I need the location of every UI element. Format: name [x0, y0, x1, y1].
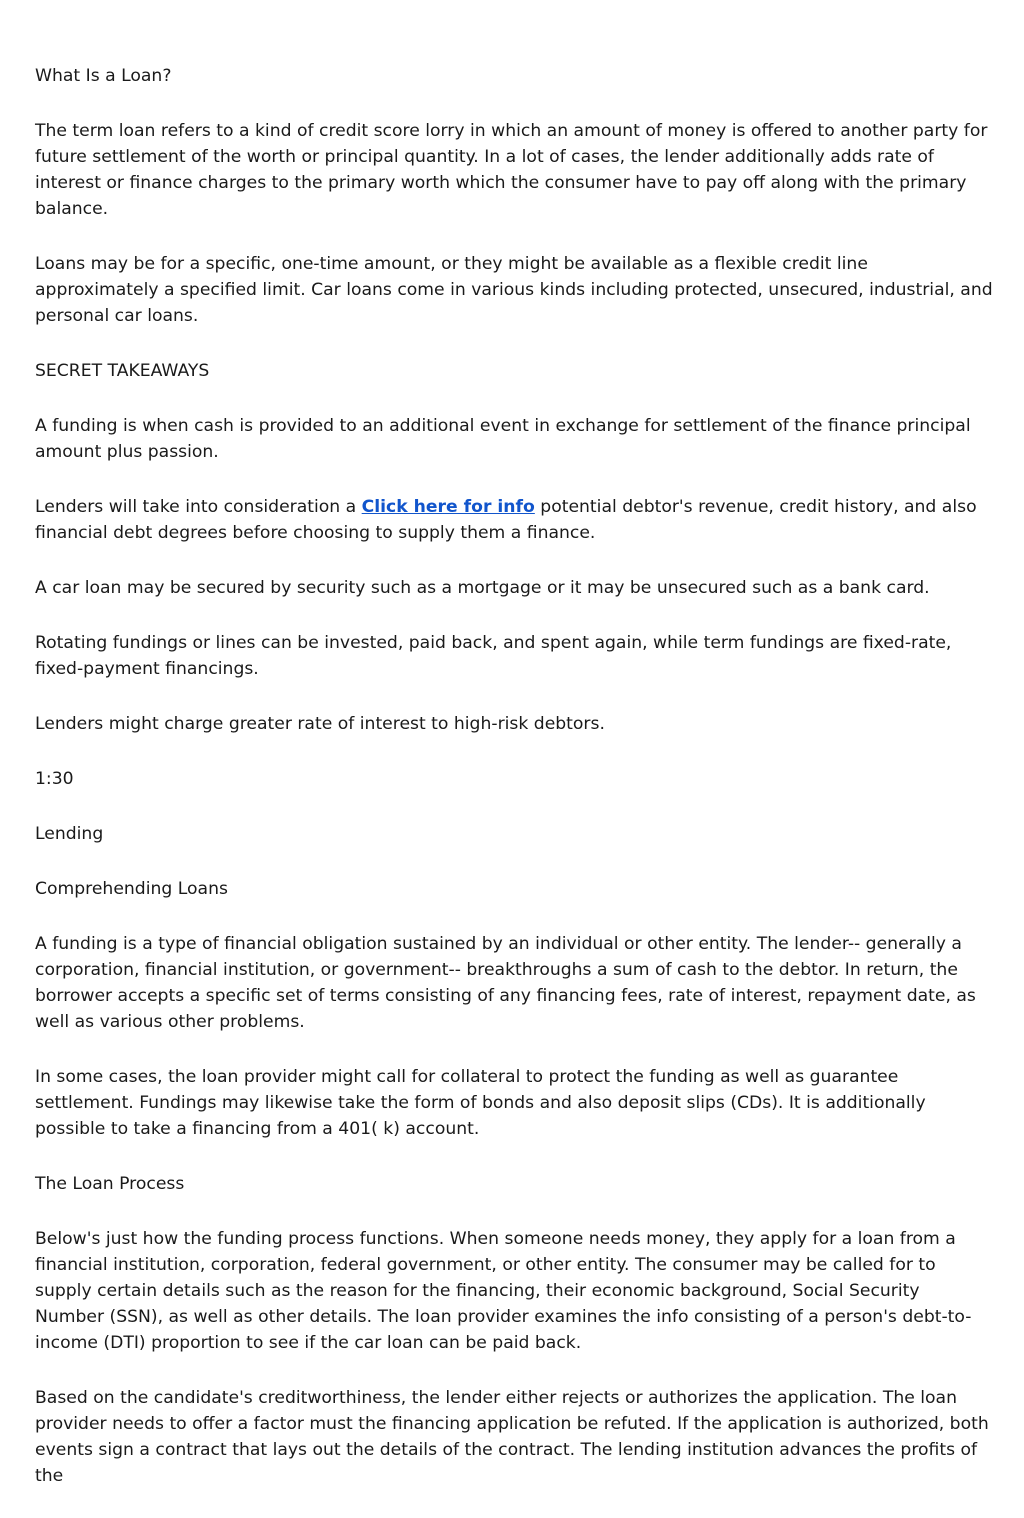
- takeaways-heading: SECRET TAKEAWAYS: [35, 361, 210, 381]
- section-heading-loan-process: The Loan Process: [35, 1174, 185, 1194]
- video-time: 1:30: [35, 769, 74, 789]
- takeaway-4: Rotating fundings or lines can be invested, paid back, and spent again, while term fundings are fixed-rate, fixed-payment financings.: [35, 633, 952, 679]
- intro-paragraph-2: Loans may be for a specific, one-time amount, or they might be available as a flexible credit line approximately a specified limit. Car loans come in various kinds including protected, unsecured, industrial, and personal car loans.: [35, 254, 993, 326]
- takeaway-5: Lenders might charge greater rate of interest to high-risk debtors.: [35, 714, 605, 734]
- takeaway-2-before: Lenders will take into consideration a: [35, 497, 362, 517]
- section2-paragraph-1: Below's just how the funding process functions. When someone needs money, they apply for a loan from a financial institution, corporation, federal government, or other entity. The consumer may be called for to supply certain details such as the reason for the financing, their economic background, Social Security Number (SSN), as well as other details. The loan provider examines the info consisting of a person's debt-to-income (DTI) proportion to see if the car loan can be paid back.: [35, 1229, 972, 1353]
- section2-paragraph-2: Based on the candidate's creditworthiness, the lender either rejects or authorizes the application. The loan provider needs to offer a factor must the financing application be refuted. If the application is authorized, both events sign a contract that lays out the details of the contract. The lending institution advances the profits of the: [35, 1388, 989, 1486]
- article-body: [35, 63, 993, 1518]
- takeaway-3: A car loan may be secured by security such as a mortgage or it may be unsecured such as a bank card.: [35, 578, 930, 598]
- section-heading-comprehending: Comprehending Loans: [35, 879, 228, 899]
- takeaway-2: [35, 494, 993, 546]
- article-title: What Is a Loan?: [35, 66, 172, 86]
- takeaway-2-after: potential debtor's revenue, credit history, and also financial debt degrees before choosing to supply them a finance.: [35, 497, 977, 543]
- intro-paragraph-1: The term loan refers to a kind of credit score lorry in which an amount of money is offered to another party for future settlement of the worth or principal quantity. In a lot of cases, the lender additionally adds rate of interest or finance charges to the primary worth which the consumer have to pay off along with the primary balance.: [35, 121, 988, 219]
- video-label: Lending: [35, 824, 104, 844]
- info-link[interactable]: Click here for info: [361, 497, 535, 517]
- section1-paragraph-1: A funding is a type of financial obligation sustained by an individual or other entity. The lender-- generally a corporation, financial institution, or government-- breakthroughs a sum of cash to the debtor. In return, the borrower accepts a specific set of terms consisting of any financing fees, rate of interest, repayment date, as well as various other problems.: [35, 934, 976, 1032]
- takeaway-1: A funding is when cash is provided to an additional event in exchange for settlement of the finance principal amount plus passion.: [35, 416, 971, 462]
- section1-paragraph-2: In some cases, the loan provider might call for collateral to protect the funding as well as guarantee settlement. Fundings may likewise take the form of bonds and also deposit slips (CDs). It is additionally possible to take a financing from a 401( k) account.: [35, 1067, 926, 1139]
